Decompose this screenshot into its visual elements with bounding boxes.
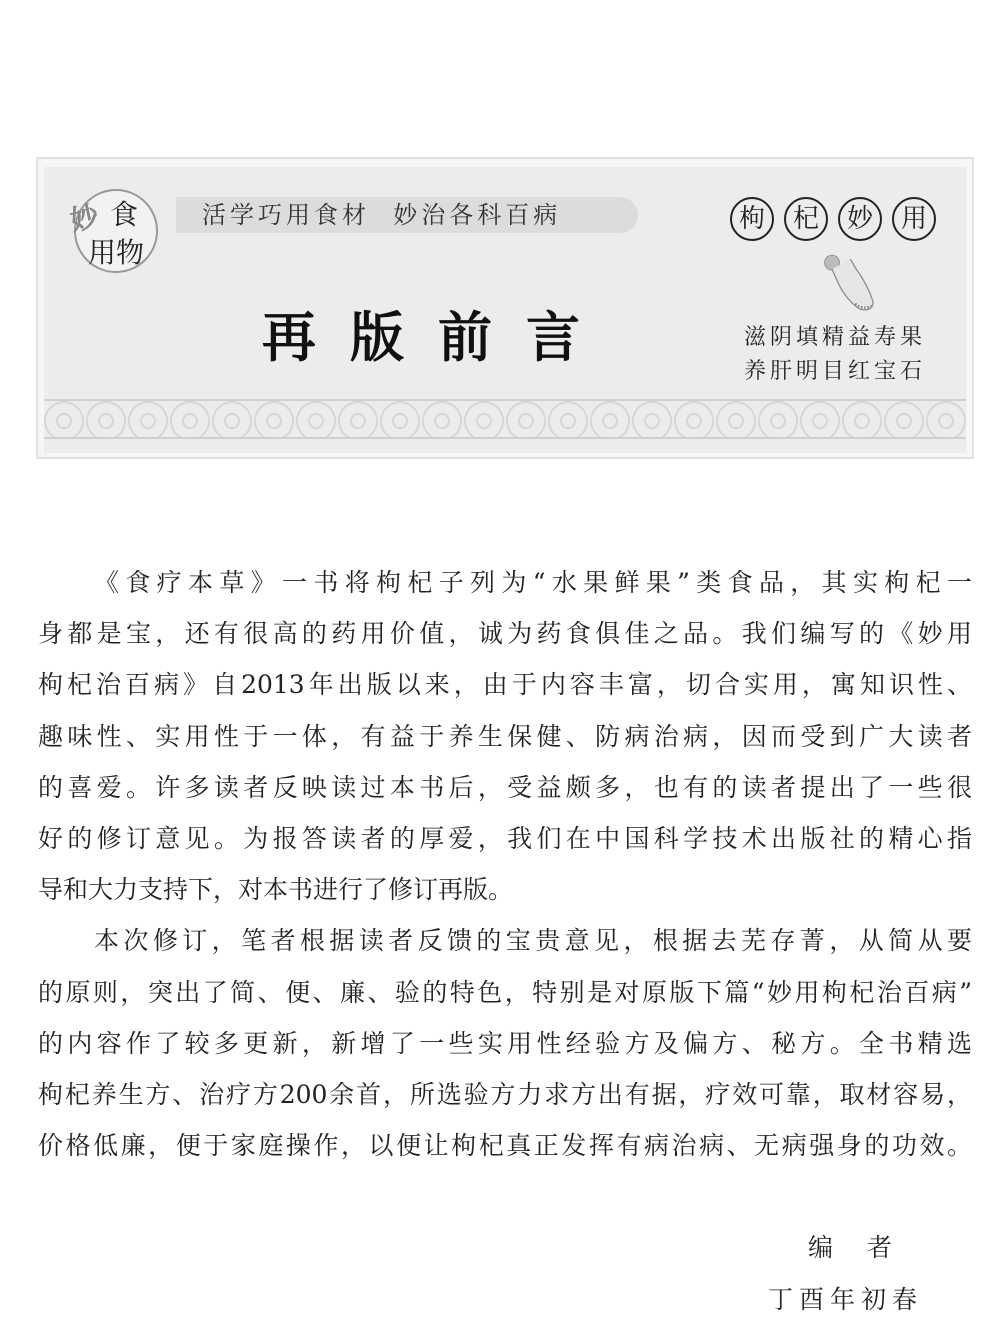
circle-char: 杞	[784, 197, 828, 241]
text-line: 枸杞养生方、治疗方200余首，所选验方力求方出有据，疗效可靠，取材容易，	[38, 1079, 972, 1109]
text-line: 的喜爱。许多读者反映读过本书后，受益颇多，也有的读者提出了一些很	[38, 772, 972, 802]
series-logo	[67, 189, 158, 273]
text-line: 好的修订意见。为报答读者的厚爱，我们在中国科学技术出版社的精心指	[38, 823, 972, 853]
text-line: 枸杞治百病》自2013年出版以来，由于内容丰富，切合实用，寓知识性、	[38, 670, 972, 700]
circle-char: 妙	[838, 197, 882, 241]
text-line: 导和大力支持下，对本书进行了修订再版。	[38, 875, 514, 905]
text-line: 价格低廉，便于家庭操作，以便让枸杞真正发挥有病治病、无病强身的功效。	[38, 1131, 972, 1161]
circle-char: 枸	[730, 197, 774, 241]
text-line: 的内容作了较多更新，新增了一些实用性经验方及偏方、秘方。全书精选	[38, 1028, 972, 1058]
text-line: 的原则，突出了简、便、廉、验的特色，特别是对原版下篇“妙用枸杞治百病”	[38, 977, 972, 1007]
verse	[744, 321, 926, 389]
text-line: 趣味性、实用性于一体，有益于养生保健、防病治病，因而受到广大读者	[38, 721, 972, 751]
page-title: 再版前言	[262, 305, 614, 369]
series-slogan: 活学巧用食材 妙治各科百病	[176, 197, 638, 233]
text-line: 身都是宝，还有很高的药用价值，诚为药食俱佳之品。我们编写的《妙用	[38, 619, 972, 649]
text-line: 《食疗本草》一书将枸杞子列为“水果鲜果”类食品，其实枸杞一	[94, 568, 972, 597]
verse-line: 养肝明目红宝石	[743, 359, 926, 384]
lotus-hand-illustration	[821, 251, 881, 317]
book-title-circles	[730, 197, 936, 241]
verse-line: 滋阴填精益寿果	[743, 325, 926, 350]
signature-date: 丁酉年初春	[768, 1285, 924, 1314]
chapter-banner	[36, 157, 974, 459]
text-line: 本次修订，笔者根据读者反馈的宝贵意见，根据去芜存菁，从简从要	[94, 926, 972, 956]
preface-body	[38, 563, 972, 1177]
decorative-cloud-border	[44, 399, 966, 439]
logo-char: 用物	[88, 236, 145, 269]
logo-char: 妙	[67, 199, 102, 238]
logo-char: 食	[110, 198, 139, 231]
circle-char: 用	[892, 197, 936, 241]
signature-author: 编 者	[808, 1233, 898, 1262]
